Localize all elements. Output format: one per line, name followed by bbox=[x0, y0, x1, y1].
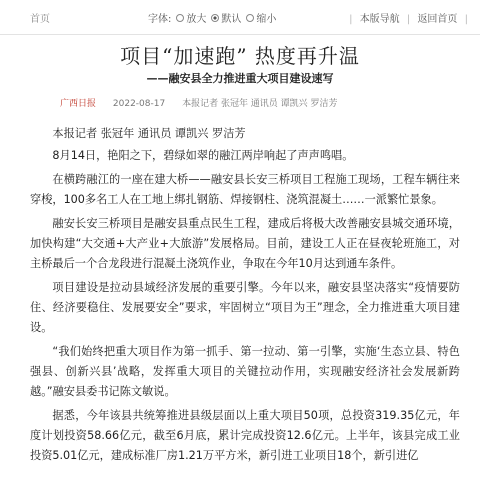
article-paragraph: 项目建设是拉动县域经济发展的重要引擎。今年以来，融安县坚决落实“疫情要防住、经济要稳住、发展要安全”要求，牢固树立“项目为王”理念，全力推进重大项目建设。 bbox=[30, 281, 460, 334]
article-paragraph: 8月14日，艳阳之下，碧绿如翠的融江两岸响起了声声鸣唱。 bbox=[52, 149, 354, 162]
top-toolbar bbox=[0, 0, 480, 35]
font-size-control bbox=[148, 10, 276, 25]
radio-selected-icon bbox=[211, 14, 219, 22]
article-paragraph: 在横跨融江的一座在建大桥——融安县长安三桥项目工程施工现场，工程车辆往来穿梭，100多名工人在工地上绑扎钢筋、焊接钢柱、浇筑混凝土……一派繁忙景象。 bbox=[30, 173, 460, 206]
return-home-link[interactable]: 返回首页 bbox=[417, 14, 458, 25]
radio-icon bbox=[176, 14, 184, 22]
font-option-label: 缩小 bbox=[256, 14, 277, 25]
radio-icon bbox=[246, 14, 254, 22]
article-paragraph: 融安长安三桥项目是融安县重点民生工程，建成后将极大改善融安县城交通环境，加快构建“大交通+大产业+大旅游”发展格局。目前，建设工人正在昼夜轮班施工，对主桥最后一个合龙段进行混凝土浇筑作业，争取在今年10月达到通车条件。 bbox=[30, 217, 460, 270]
article-paragraph: 据悉，今年该县共统筹推进县级层面以上重大项目50项，总投资319.35亿元，年度计划投资58.66亿元，截至6月底，累计完成投资12.6亿元。上半年，该县完成工业投资5.01亿元，建成标准厂房1.21万平方米，新引进工业项目18个，新引进亿 bbox=[30, 409, 460, 462]
font-size-label: 字体: bbox=[148, 14, 172, 25]
divider: | bbox=[406, 14, 411, 25]
font-option-label: 放大 bbox=[186, 14, 207, 25]
article-paragraph: “我们始终把重大项目作为第一抓手、第一拉动、第一引擎，实施‘生态立县、特色强县、创新兴县’战略，发挥重大项目的关键拉动作用，实现融安经济社会发展新跨越。”融安县委书记陈文敏说。 bbox=[30, 345, 460, 398]
article-meta bbox=[60, 96, 460, 109]
font-option-large[interactable] bbox=[176, 10, 206, 25]
font-option-default[interactable] bbox=[211, 10, 241, 25]
divider: | bbox=[464, 14, 468, 25]
article-paragraph: 本报记者 张冠年 通讯员 谭凯兴 罗洁芳 bbox=[52, 127, 246, 140]
article-date: 2022-08-17 bbox=[112, 99, 166, 109]
top-nav bbox=[345, 10, 472, 25]
font-option-label: 默认 bbox=[221, 14, 242, 25]
article-authors: 本报记者 张冠年 通讯员 谭凯兴 罗洁芳 bbox=[182, 99, 338, 109]
divider: | bbox=[349, 14, 353, 25]
article-title: 项目“加速跑” 热度再升温 bbox=[120, 44, 360, 68]
font-option-small[interactable] bbox=[246, 10, 276, 25]
home-link[interactable]: 首页 bbox=[30, 14, 50, 25]
article-subtitle: ——融安县全力推进重大项目建设速写 bbox=[146, 72, 334, 85]
article-body bbox=[30, 124, 460, 470]
section-nav-link[interactable]: 本版导航 bbox=[359, 14, 400, 25]
article-source: 广西日报 bbox=[60, 99, 97, 109]
